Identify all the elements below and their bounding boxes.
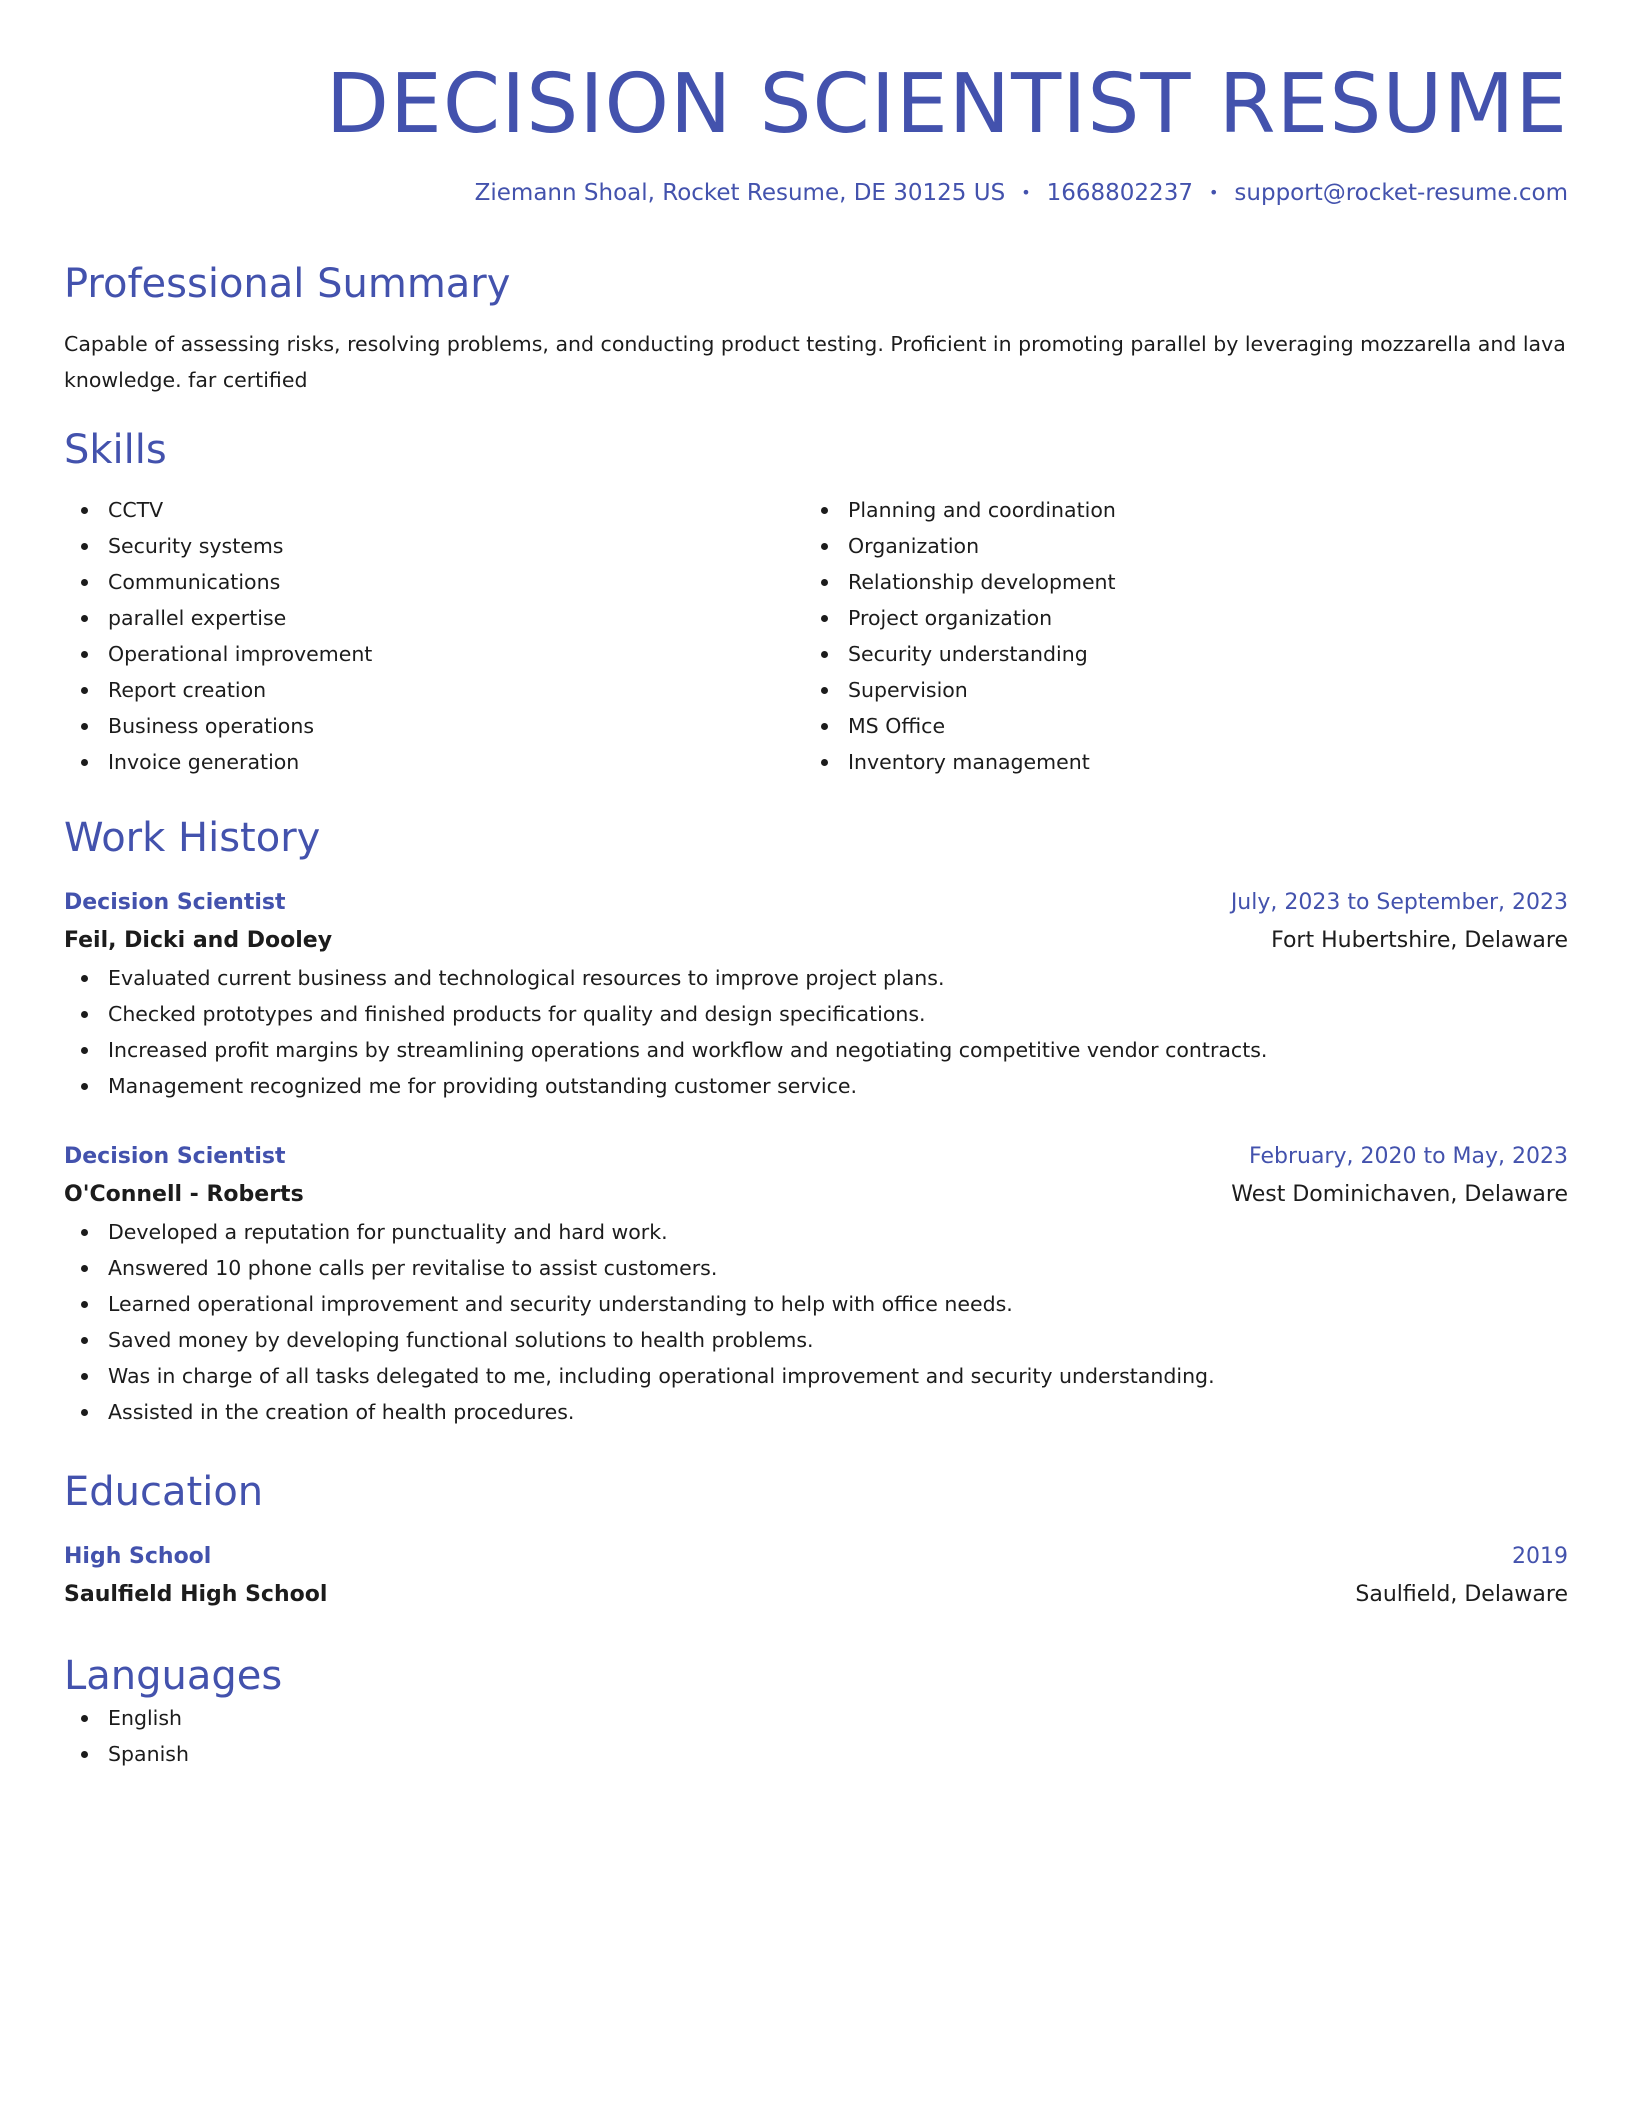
language-item: Spanish [64, 1736, 1568, 1772]
skill-item: Communications [64, 564, 804, 600]
job-duty-item: Learned operational improvement and security understanding to help with office needs. [64, 1286, 1568, 1322]
job-duty-item: Increased profit margins by streamlining operations and workflow and negotiating competitive vendor contracts. [64, 1032, 1568, 1068]
skill-item: Project organization [804, 600, 1544, 636]
job-title: Decision Scientist [64, 889, 286, 915]
education-heading: Education [64, 1468, 264, 1515]
skill-item: Inventory management [804, 744, 1544, 780]
education-year: 2019 [1512, 1543, 1568, 1569]
summary-heading: Professional Summary [64, 260, 511, 307]
resume-title: DECISION SCIENTIST RESUME [325, 57, 1568, 152]
skills-grid [64, 492, 1568, 780]
languages-heading: Languages [64, 1652, 283, 1699]
education-header-row [64, 1538, 1568, 1576]
work-history-heading: Work History [64, 814, 321, 861]
languages-list [64, 1700, 1568, 1772]
job-header-row [64, 884, 1568, 922]
job-entry [64, 1138, 1568, 1430]
job-company-row [64, 922, 1568, 960]
job-duty-item: Saved money by developing functional solutions to health problems. [64, 1322, 1568, 1358]
contact-separator: • [1021, 183, 1031, 202]
job-company: O'Connell - Roberts [64, 1181, 304, 1207]
skill-item: Planning and coordination [804, 492, 1544, 528]
job-duties-list [64, 960, 1568, 1104]
skill-item: CCTV [64, 492, 804, 528]
job-company: Feil, Dicki and Dooley [64, 927, 333, 953]
job-duty-item: Was in charge of all tasks delegated to me, including operational improvement and security understanding. [64, 1358, 1568, 1394]
contact-phone: 1668802237 [1046, 180, 1193, 206]
skills-list-left [64, 492, 804, 780]
job-duty-item: Answered 10 phone calls per revitalise to assist customers. [64, 1250, 1568, 1286]
job-dates: July, 2023 to September, 2023 [1230, 889, 1568, 915]
skill-item: MS Office [804, 708, 1544, 744]
job-duty-item: Management recognized me for providing outstanding customer service. [64, 1068, 1568, 1104]
skill-item: Report creation [64, 672, 804, 708]
contact-address: Ziemann Shoal, Rocket Resume, DE 30125 US [474, 180, 1006, 206]
job-duty-item: Assisted in the creation of health procedures. [64, 1394, 1568, 1430]
skills-list-right [804, 492, 1544, 780]
education-school-row [64, 1576, 1568, 1614]
job-location: Fort Hubertshire, Delaware [1271, 927, 1568, 953]
contact-line [64, 180, 1568, 208]
job-entry [64, 884, 1568, 1104]
skill-item: Organization [804, 528, 1544, 564]
skill-item: Security understanding [804, 636, 1544, 672]
skill-item: Supervision [804, 672, 1544, 708]
summary-text: Capable of assessing risks, resolving problems, and conducting product testing. Proficient in promoting parallel by leveraging mozzarella and lava knowledge. far certified [64, 331, 1566, 392]
job-location: West Dominichaven, Delaware [1231, 1181, 1568, 1207]
job-header-row [64, 1138, 1568, 1176]
education-entry [64, 1538, 1568, 1614]
skill-item: Invoice generation [64, 744, 804, 780]
job-duty-item: Evaluated current business and technological resources to improve project plans. [64, 960, 1568, 996]
job-title: Decision Scientist [64, 1143, 286, 1169]
skills-column-left [64, 492, 804, 780]
skills-column-right [804, 492, 1544, 780]
education-school: Saulfield High School [64, 1581, 328, 1607]
skill-item: Business operations [64, 708, 804, 744]
skill-item: Relationship development [804, 564, 1544, 600]
job-duty-item: Developed a reputation for punctuality and hard work. [64, 1214, 1568, 1250]
skill-item: parallel expertise [64, 600, 804, 636]
language-item: English [64, 1700, 1568, 1736]
job-company-row [64, 1176, 1568, 1214]
skill-item: Operational improvement [64, 636, 804, 672]
skill-item: Security systems [64, 528, 804, 564]
contact-email[interactable]: support@rocket-resume.com [1234, 180, 1568, 206]
job-duties-list [64, 1214, 1568, 1430]
education-degree: High School [64, 1543, 212, 1569]
education-location: Saulfield, Delaware [1355, 1581, 1568, 1607]
job-dates: February, 2020 to May, 2023 [1249, 1143, 1568, 1169]
skills-heading: Skills [64, 426, 167, 473]
contact-separator: • [1208, 183, 1219, 202]
job-duty-item: Checked prototypes and finished products for quality and design specifications. [64, 996, 1568, 1032]
